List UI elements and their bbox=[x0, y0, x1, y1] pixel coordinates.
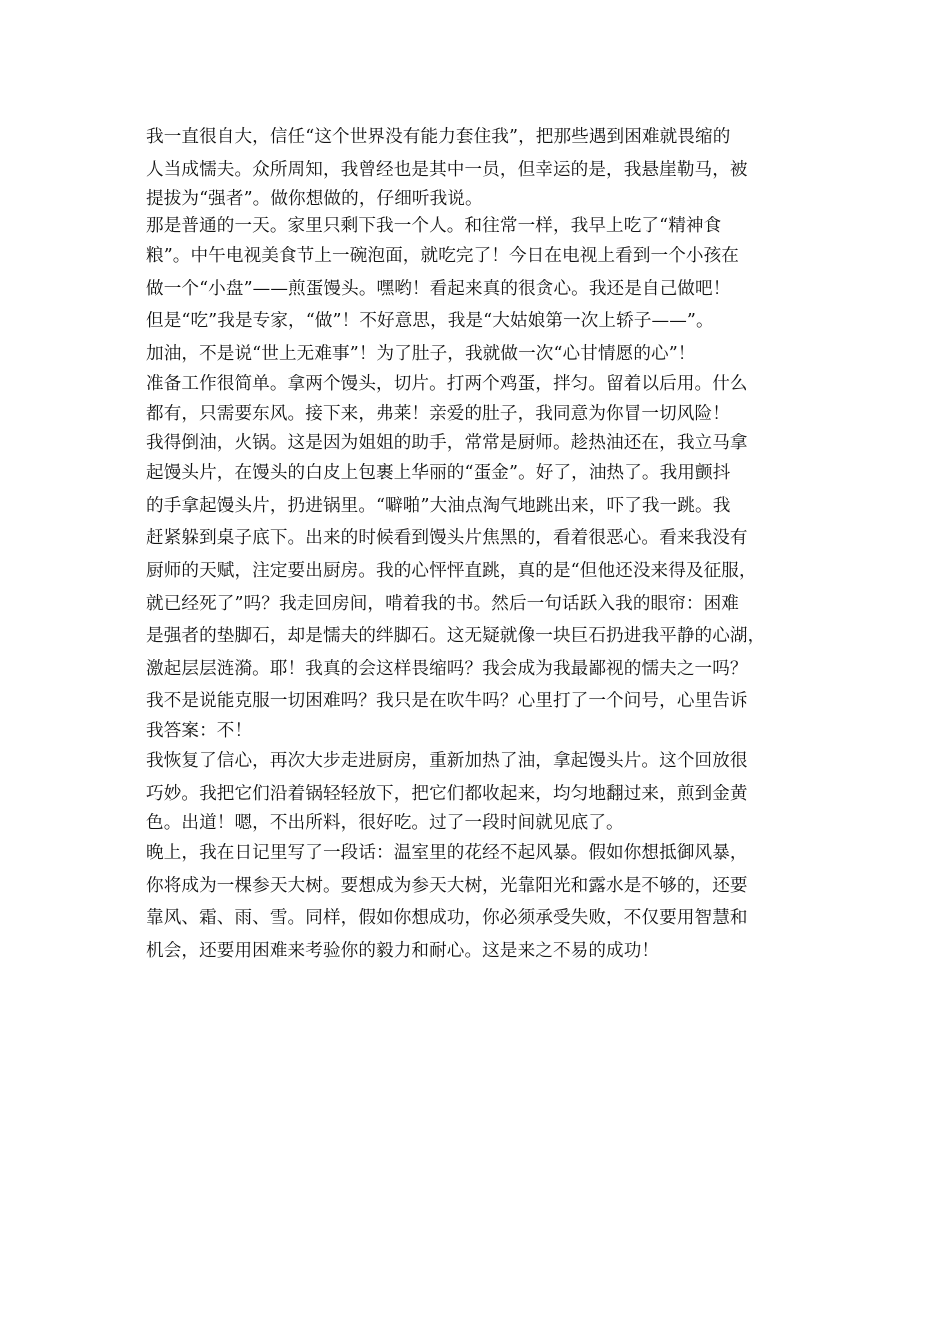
text-line: 那是普通的一天。家里只剩下我一个人。和往常一样，我早上吃了“精神食 bbox=[146, 216, 722, 237]
text-line: 赶紧躲到桌子底下。出来的时候看到馒头片焦黑的，看着很恶心。看来我没有 bbox=[146, 528, 748, 549]
text-line: 人当成懦夫。众所周知，我曾经也是其中一员，但幸运的是，我悬崖勒马，被 bbox=[146, 159, 748, 180]
text-line: 我答案：不！ bbox=[146, 720, 253, 741]
text-line: 我得倒油，火锅。这是因为姐姐的助手，常常是厨师。趁热油还在，我立马拿 bbox=[146, 433, 748, 454]
text-line: 加油，不是说“世上无难事”！为了肚子，我就做一次“心甘情愿的心”！ bbox=[146, 343, 696, 364]
text-line: 巧妙。我把它们沿着锅轻轻放下，把它们都收起来，均匀地翻过来，煎到金黄 bbox=[146, 783, 748, 804]
text-line: 晚上，我在日记里写了一段话：温室里的花经不起风暴。假如你想抵御风暴， bbox=[146, 843, 748, 864]
text-line: 就已经死了”吗？我走回房间，啃着我的书。然后一句话跃入我的眼帘：困难 bbox=[146, 593, 739, 614]
text-line: 厨师的天赋，注定要出厨房。我的心怦怦直跳，真的是“但他还没来得及征服， bbox=[146, 560, 757, 581]
text-line: 我不是说能克服一切困难吗？我只是在吹牛吗？心里打了一个问号，心里告诉 bbox=[146, 691, 748, 712]
text-line: 做一个“小盘”——煎蛋馒头。嘿哟！看起来真的很贪心。我还是自己做吧！ bbox=[146, 278, 731, 299]
text-line: 提拔为“强者”。做你想做的，仔细听我说。 bbox=[146, 189, 483, 210]
text-line: 我恢复了信心，再次大步走进厨房，重新加热了油，拿起馒头片。这个回放很 bbox=[146, 750, 748, 771]
text-line: 都有，只需要东风。接下来，弗莱！亲爱的肚子，我同意为你冒一切风险！ bbox=[146, 403, 730, 424]
text-line: 粮”。中午电视美食节上一碗泡面，就吃完了！今日在电视上看到一个小孩在 bbox=[146, 246, 739, 267]
text-line: 我一直很自大，信任“这个世界没有能力套住我”，把那些遇到困难就畏缩的 bbox=[146, 127, 731, 147]
text-line: 机会，还要用困难来考验你的毅力和耐心。这是来之不易的成功！ bbox=[146, 940, 660, 961]
text-line: 的手拿起馒头片，扔进锅里。“噼啪”大油点淘气地跳出来，吓了我一跳。我 bbox=[146, 495, 731, 516]
text-line: 靠风、霜、雨、雪。同样，假如你想成功，你必须承受失败，不仅要用智慧和 bbox=[146, 908, 748, 929]
text-line: 是强者的垫脚石，却是懦夫的绊脚石。这无疑就像一块巨石扔进我平静的心湖， bbox=[146, 626, 766, 647]
text-line: 色。出道！嗯，不出所料，很好吃。过了一段时间就见底了。 bbox=[146, 813, 624, 834]
essay-text bbox=[146, 121, 816, 967]
text-line: 激起层层涟漪。耶！我真的会这样畏缩吗？我会成为我最鄙视的懦夫之一吗？ bbox=[146, 658, 748, 679]
text-line: 你将成为一棵参天大树。要想成为参天大树，光靠阳光和露水是不够的，还要 bbox=[146, 875, 748, 896]
text-line: 准备工作很简单。拿两个馒头，切片。打两个鸡蛋，拌匀。留着以后用。什么 bbox=[146, 373, 748, 394]
text-line: 但是“吃”我是专家，“做”！不好意思，我是“大姑娘第一次上轿子——”。 bbox=[146, 311, 714, 332]
text-line: 起馒头片，在馒头的白皮上包裹上华丽的“蛋金”。好了，油热了。我用颤抖 bbox=[146, 463, 731, 484]
